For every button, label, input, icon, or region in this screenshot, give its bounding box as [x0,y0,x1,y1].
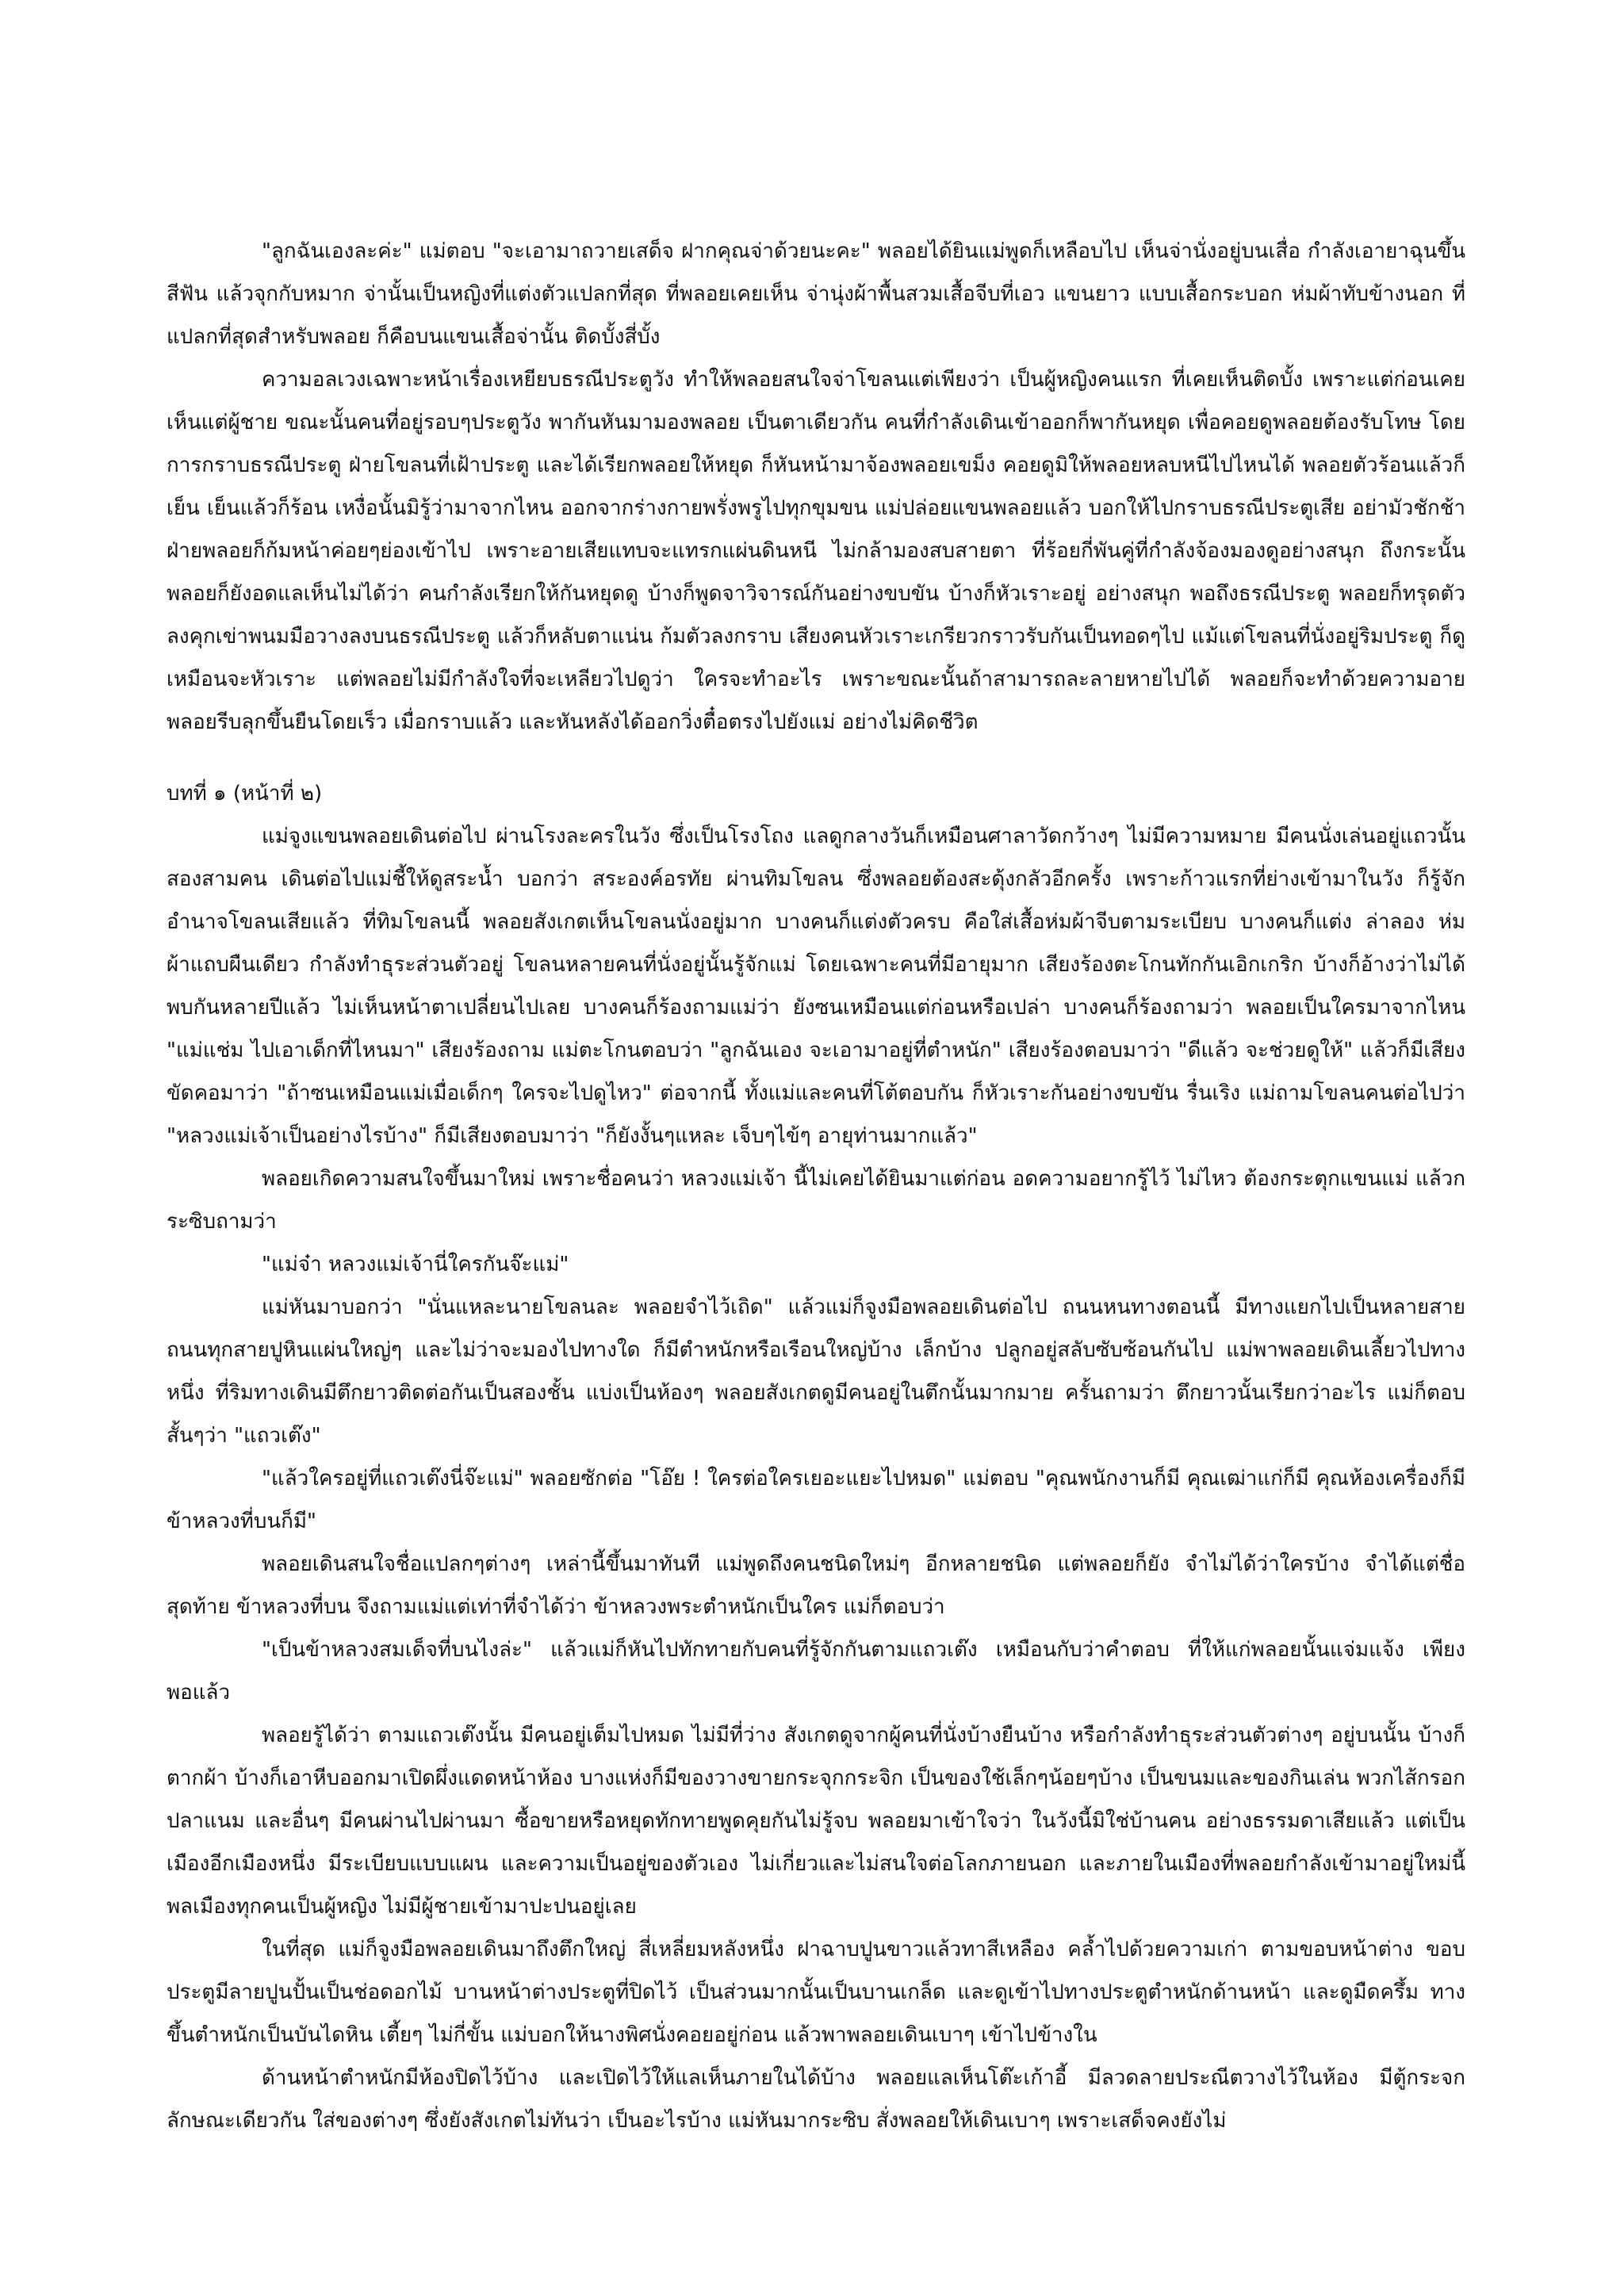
paragraph: ด้านหน้าตำหนักมีห้องปิดไว้บ้าง และเปิดไว้ให้แลเห็นภายในได้บ้าง พลอยแลเห็นโต๊ะเก้าอี้ มีลวดลายประณีตวางไว้ในห้อง มีตู้กระจกลักษณะเดียวกัน ใส่ของต่างๆ ซึ่งยังสังเกตไม่ทันว่า เป็นอะไรบ้าง แม่หันมากระซิบ สั่งพลอยให้เดินเบาๆ เพราะเสด็จคงยังไม่ [167,2066,1465,2133]
paragraph: "เป็นข้าหลวงสมเด็จที่บนไงล่ะ" แล้วแม่ก็หันไปทักทายกับคนที่รู้จักกันตามแถวเต๊ง เหมือนกับว่าคำตอบ ที่ให้แก่พลอยนั้นแจ่มแจ้ง เพียงพอแล้ว [167,1638,1465,1705]
paragraph: ความอลเวงเฉพาะหน้าเรื่องเหยียบธรณีประตูวัง ทำให้พลอยสนใจจ่าโขลนแต่เพียงว่า เป็นผู้หญิงคนแรก ที่เคยเห็นติดบั้ง เพราะแต่ก่อนเคยเห็นแต่ผู้ชาย ขณะนั้นคนที่อยู่รอบๆประตูวัง พากันหันมามองพลอย เป็นตาเดียวกัน คนที่กำลังเดินเข้าออกก็พากันหยุด เพื่อคอยดูพลอยต้องรับโทษ โดยการกราบธรณีประตู ฝ่ายโขลนที่เฝ้าประตู และได้เรียกพลอยให้หยุด ก็หันหน้ามาจ้องพลอยเขม็ง คอยดูมิให้พลอยหลบหนีไปไหนได้ พลอยตัวร้อนแล้วก็เย็น เย็นแล้วก็ร้อน เหงื่อนั้นมิรู้ว่ามาจากไหน ออกจากร่างกายพรั่งพรูไปทุกขุมขน แม่ปล่อยแขนพลอยแล้ว บอกให้ไปกราบธรณีประตูเสีย อย่ามัวชักช้า ฝ่ายพลอยก็ก้มหน้าค่อยๆย่องเข้าไป เพราะอายเสียแทบจะแทรกแผ่นดินหนี ไม่กล้ามองสบสายตา ที่ร้อยกี่พันคู่ที่กำลังจ้องมองดูอย่างสนุก ถึงกระนั้น พลอยก็ยังอดแลเห็นไม่ได้ว่า คนกำลังเรียกให้กันหยุดดู บ้างก็พูดจาวิจารณ์กันอย่างขบขัน บ้างก็หัวเราะอยู่ อย่างสนุก พอถึงธรณีประตู พลอยก็ทรุดตัวลงคุกเข่าพนมมือวางลงบนธรณีประตู แล้วก็หลับตาแน่น ก้มตัวลงกราบ เสียงคนหัวเราะเกรียวกราวรับกันเป็นทอดๆไป แม้แต่โขลนที่นั่งอยู่ริมประตู ก็ดูเหมือนจะหัวเราะ แต่พลอยไม่มีกำลังใจที่จะเหลียวไปดูว่า ใครจะทำอะไร เพราะขณะนั้นถ้าสามารถละลายหายไปได้ พลอยก็จะทำด้วยความอาย พลอยรีบลุกขึ้นยืนโดยเร็ว เมื่อกราบแล้ว และหันหลังได้ออกวิ่งตื๋อตรงไปยังแม่ อย่างไม่คิดชีวิต [167,368,1465,734]
paragraph: พลอยเดินสนใจชื่อแปลกๆต่างๆ เหล่านี้ขึ้นมาทันที แม่พูดถึงคนชนิดใหม่ๆ อีกหลายชนิด แต่พลอยก็ยัง จำไม่ได้ว่าใครบ้าง จำได้แต่ชื่อสุดท้าย ข้าหลวงที่บน จึงถามแม่แต่เท่าที่จำได้ว่า ข้าหลวงพระตำหนักเป็นใคร แม่ก็ตอบว่า [167,1552,1465,1619]
paragraph: พลอยรู้ได้ว่า ตามแถวเต๊งนั้น มีคนอยู่เต็มไปหมด ไม่มีที่ว่าง สังเกตดูจากผู้คนที่นั่งบ้างยืนบ้าง หรือกำลังทำธุระส่วนตัวต่างๆ อยู่บนนั้น บ้างก็ตากผ้า บ้างก็เอาหีบออกมาเปิดผึ่งแดดหน้าห้อง บางแห่งก็มีของวางขายกระจุกกระจิก เป็นของใช้เล็กๆน้อยๆบ้าง เป็นขนมและของกินเล่น พวกไส้กรอกปลาแนม และอื่นๆ มีคนผ่านไปผ่านมา ซื้อขายหรือหยุดทักทายพูดคุยกันไม่รู้จบ พลอยมาเข้าใจว่า ในวังนี้มิใช่บ้านคน อย่างธรรมดาเสียแล้ว แต่เป็นเมืองอีกเมืองหนึ่ง มีระเบียบแบบแผน และความเป็นอยู่ของตัวเอง ไม่เกี่ยวและไม่สนใจต่อโลกภายนอก และภายในเมืองที่พลอยกำลังเข้ามาอยู่ใหม่นี้ พลเมืองทุกคนเป็นผู้หญิง ไม่มีผู้ชายเข้ามาปะปนอยู่เลย [167,1724,1465,1919]
paragraph: "แม่จ๋า หลวงแม่เจ้านี่ใครกันจ๊ะแม่" [262,1253,569,1276]
paragraph: แม่จูงแขนพลอยเดินต่อไป ผ่านโรงละครในวัง ซึ่งเป็นโรงโถง แลดูกลางวันก็เหมือนศาลาวัดกว้างๆ ไม่มีความหมาย มีคนนั่งเล่นอยู่แถวนั้นสองสามคน เดินต่อไปแม่ชี้ให้ดูสระน้ำ บอกว่า สระองค์อรทัย ผ่านทิมโขลน ซึ่งพลอยต้องสะดุ้งกลัวอีกครั้ง เพราะก้าวแรกที่ย่างเข้ามาในวัง ก็รู้จักอำนาจโขลนเสียแล้ว ที่ทิมโขลนนี้ พลอยสังเกตเห็นโขลนนั่งอยู่มาก บางคนก็แต่งตัวครบ คือใส่เสื้อห่มผ้าจีบตามระเบียบ บางคนก็แต่ง ล่าลอง ห่มผ้าแถบผืนเดียว กำลังทำธุระส่วนตัวอยู่ โขลนหลายคนที่นั่งอยู่นั้นรู้จักแม่ โดยเฉพาะคนที่มีอายุมาก เสียงร้องตะโกนทักกันเอิกเกริก บ้างก็อ้างว่าไม่ได้พบกันหลายปีแล้ว ไม่เห็นหน้าตาเปลี่ยนไปเลย บางคนก็ร้องถามแม่ว่า ยังซนเหมือนแต่ก่อนหรือเปล่า บางคนก็ร้องถามว่า พลอยเป็นใครมาจากไหน "แม่แช่ม ไปเอาเด็กที่ไหนมา" เสียงร้องถาม แม่ตะโกนตอบว่า "ลูกฉันเอง จะเอามาอยู่ที่ตำหนัก" เสียงร้องตอบมาว่า "ดีแล้ว จะช่วยดูให้" แล้วก็มีเสียงขัดคอมาว่า "ถ้าซนเหมือนแม่เมื่อเด็กๆ ใครจะไปดูไหว" ต่อจากนี้ ทั้งแม่และคนที่โต้ตอบกัน ก็หัวเราะกันอย่างขบขัน รื่นเริง แม่ถามโขลนคนต่อไปว่า "หลวงแม่เจ้าเป็นอย่างไรบ้าง" ก็มีเสียงตอบมาว่า "ก็ยังงั้นๆแหละ เจ็บๆไข้ๆ อายุท่านมากแล้ว" [167,825,1465,1148]
paragraph: ในที่สุด แม่ก็จูงมือพลอยเดินมาถึงตึกใหญ่ สี่เหลี่ยมหลังหนึ่ง ฝาฉาบปูนขาวแล้วทาสีเหลือง คล้ำไปด้วยความเก่า ตามขอบหน้าต่าง ขอบประตูมีลายปูนปั้นเป็นช่อดอกไม้ บานหน้าต่างประตูที่ปิดไว้ เป็นส่วนมากนั้นเป็นบานเกล็ด และดูเข้าไปทางประตูตำหนักด้านหน้า และดูมืดครึ้ม ทางขึ้นตำหนักเป็นบันไดหิน เตี้ยๆ ไม่กี่ขั้น แม่บอกให้นางพิศนั่งคอยอยู่ก่อน แล้วพาพลอยเดินเบาๆ เข้าไปข้างใน [167,1938,1465,2047]
section-top [167,230,1465,744]
paragraph: แม่หันมาบอกว่า "นั่นแหละนายโขลนละ พลอยจำไว้เถิด" แล้วแม่ก็จูงมือพลอยเดินต่อไป ถนนหนทางตอนนี้ มีทางแยกไปเป็นหลายสาย ถนนทุกสายปูหินแผ่นใหญ่ๆ และไม่ว่าจะมองไปทางใด ก็มีตำหนักหรือเรือนใหญ่บ้าง เล็กบ้าง ปลูกอยู่สลับซับซ้อนกันไป แม่พาพลอยเดินเลี้ยวไปทางหนึ่ง ที่ริมทางเดินมีตึกยาวติดต่อกันเป็นสองชั้น แบ่งเป็นห้องๆ พลอยสังเกตดูมีคนอยู่ในตึกนั้นมากมาย ครั้นถามว่า ตึกยาวนั้นเรียกว่าอะไร แม่ก็ตอบสั้นๆว่า "แถวเต๊ง" [167,1295,1465,1448]
section-bottom [167,815,1465,2142]
paragraph: "ลูกฉันเองละค่ะ" แม่ตอบ "จะเอามาถวายเสด็จ ฝากคุณจ่าด้วยนะคะ" พลอยได้ยินแม่พูดก็เหลือบไป เห็นจ่านั่งอยู่บนเสื่อ กำลังเอายาฉุนขึ้นสีฟัน แล้วจุกกับหมาก จ่านั้นเป็นหญิงที่แต่งตัวแปลกที่สุด ที่พลอยเคยเห็น จ่านุ่งผ้าพื้นสวมเสื้อจีบที่เอว แขนยาว แบบเสื้อกระบอก ห่มผ้าทับข้างนอก ที่แปลกที่สุดสำหรับพลอย ก็คือบนแขนเสื้อจ่านั้น ติดบั้งสี่บั้ง [167,239,1465,349]
paragraph: พลอยเกิดความสนใจขึ้นมาใหม่ เพราะชื่อคนว่า หลวงแม่เจ้า นี้ไม่เคยได้ยินมาแต่ก่อน อดความอยากรู้ไว้ ไม่ไหว ต้องกระตุกแขนแม่ แล้วกระซิบถามว่า [167,1167,1465,1234]
section-heading: บทที่ ๑ (หน้าที่ ๒) [167,782,323,806]
paragraph: "แล้วใครอยู่ที่แถวเต๊งนี่จ๊ะแม่" พลอยซักต่อ "โอ๊ย ! ใครต่อใครเยอะแยะไปหมด" แม่ตอบ "คุณพนักงานก็มี คุณเฒ่าแก่ก็มี คุณห้องเครื่องก็มี ข้าหลวงที่บนก็มี" [167,1467,1465,1533]
